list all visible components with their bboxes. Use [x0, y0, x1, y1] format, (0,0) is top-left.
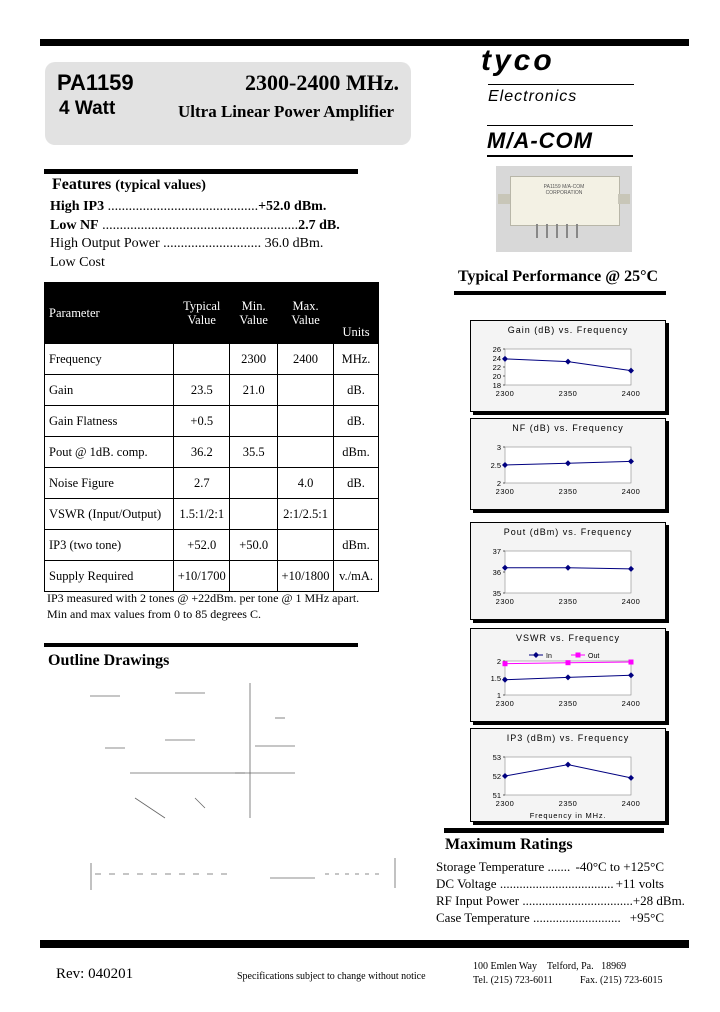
table-cell: 1.5:1/2:1: [174, 499, 230, 530]
table-notes: [47, 590, 359, 622]
table-header-row: [45, 283, 379, 344]
table-cell: 2400: [278, 344, 334, 375]
x-tick-label: 2350: [558, 799, 578, 808]
data-point: [629, 660, 634, 665]
chart-svg: [471, 629, 665, 721]
y-tick-label: 35: [492, 589, 501, 598]
y-tick-label: 24: [492, 354, 501, 363]
data-point: [503, 661, 508, 666]
table-cell: [230, 406, 278, 437]
table-cell: 2:1/2.5:1: [278, 499, 334, 530]
table-cell: 21.0: [230, 375, 278, 406]
plot-area: [505, 349, 631, 385]
y-tick-label: 51: [492, 791, 501, 800]
x-axis-label: Frequency in MHz.: [529, 811, 607, 820]
chart-svg: [471, 523, 665, 619]
company-fax: Fax. (215) 723-6015: [580, 975, 663, 986]
x-tick-label: 2350: [558, 699, 578, 708]
table-row: [45, 561, 379, 592]
ip3-chart: [470, 728, 666, 822]
feature-item: High Output Power ............................ 36.0 dBm.: [50, 236, 324, 251]
table-cell: dB.: [334, 468, 379, 499]
x-tick-label: 2400: [621, 699, 641, 708]
logo-rule: [488, 84, 634, 85]
x-tick-label: 2300: [495, 597, 515, 606]
table-cell: [278, 406, 334, 437]
features-list: [50, 198, 350, 272]
table-row: [45, 468, 379, 499]
x-tick-label: 2300: [495, 487, 515, 496]
chart-svg: [471, 321, 665, 411]
table-cell: v./mA.: [334, 561, 379, 592]
x-tick-label: 2400: [621, 487, 641, 496]
table-cell: [334, 499, 379, 530]
table-cell: [174, 344, 230, 375]
outline-rule: [44, 643, 358, 647]
table-cell: 35.5: [230, 437, 278, 468]
outline-drawing: [85, 678, 405, 898]
company-phone: Tel. (215) 723-6011: [473, 975, 553, 986]
performance-rule: [454, 291, 666, 295]
rating-item: Case Temperature ........................... +95°C: [436, 910, 664, 925]
table-cell: [230, 468, 278, 499]
chart-title: Gain (dB) vs. Frequency: [507, 325, 629, 335]
plot-area: [505, 551, 631, 593]
table-cell: Gain Flatness: [45, 406, 174, 437]
macom-logo: M/A-COM: [487, 128, 593, 153]
device-tab-right: [618, 194, 630, 204]
table-cell: +52.0: [174, 530, 230, 561]
table-cell: Frequency: [45, 344, 174, 375]
table-row: [45, 375, 379, 406]
table-cell: 23.5: [174, 375, 230, 406]
table-cell: +10/1800: [278, 561, 334, 592]
feature-item: Low Cost: [50, 254, 105, 270]
col-header: Max. Value: [278, 283, 334, 344]
gain-chart: [470, 320, 666, 412]
table-cell: +50.0: [230, 530, 278, 561]
table-cell: [278, 530, 334, 561]
table-cell: 36.2: [174, 437, 230, 468]
x-tick-label: 2400: [621, 799, 641, 808]
chart-title: IP3 (dBm) vs. Frequency: [506, 733, 630, 743]
pout-chart: [470, 522, 666, 620]
table-cell: 2300: [230, 344, 278, 375]
table-cell: dBm.: [334, 530, 379, 561]
y-tick-label: 26: [492, 345, 501, 354]
ratings-rule: [444, 828, 664, 833]
table-cell: Noise Figure: [45, 468, 174, 499]
table-cell: +10/1700: [174, 561, 230, 592]
rating-item: DC Voltage ................................... +11 volts: [436, 876, 664, 891]
table-row: [45, 344, 379, 375]
feature-item: High IP3 ...........................................+52.0 dBm.: [50, 199, 327, 214]
col-header: Min. Value: [230, 283, 278, 344]
table-cell: [230, 499, 278, 530]
y-tick-label: 2.5: [490, 461, 501, 470]
y-tick-label: 52: [492, 772, 501, 781]
outline-heading: Outline Drawings: [48, 652, 170, 669]
table-cell: VSWR (Input/Output): [45, 499, 174, 530]
table-cell: [278, 375, 334, 406]
table-cell: dB.: [334, 406, 379, 437]
logo-rule-3: [487, 155, 633, 157]
disclaimer: Specifications subject to change without notice: [237, 971, 426, 982]
table-cell: 2.7: [174, 468, 230, 499]
power-rating: 4 Watt: [59, 98, 116, 119]
legend-marker: [576, 653, 581, 658]
x-tick-label: 2400: [621, 389, 641, 398]
table-cell: IP3 (two tone): [45, 530, 174, 561]
top-rule: [40, 39, 689, 46]
ratings-heading: Maximum Ratings: [445, 836, 573, 853]
col-header: Typical Value: [174, 283, 230, 344]
x-tick-label: 2350: [558, 487, 578, 496]
y-tick-label: 1.5: [490, 674, 501, 683]
y-tick-label: 22: [492, 363, 501, 372]
table-cell: [230, 561, 278, 592]
table-cell: dB.: [334, 375, 379, 406]
y-tick-label: 53: [492, 753, 501, 762]
company-address: 100 Emlen Way Telford, Pa. 18969: [473, 961, 627, 972]
y-tick-label: 2: [496, 657, 501, 666]
y-tick-label: 37: [492, 547, 501, 556]
table-cell: Gain: [45, 375, 174, 406]
x-tick-label: 2350: [558, 389, 578, 398]
chart-title: Pout (dBm) vs. Frequency: [503, 527, 633, 537]
revision: Rev: 040201: [56, 966, 134, 982]
table-cell: Supply Required: [45, 561, 174, 592]
features-note: (typical values): [115, 178, 206, 193]
tyco-logo: tyco: [481, 44, 555, 77]
table-row: [45, 499, 379, 530]
y-tick-label: 36: [492, 568, 501, 577]
device-label: PA1159 M/A-COM CORPORATION: [543, 184, 585, 196]
features-heading: [52, 176, 206, 194]
col-header: Units: [334, 283, 379, 344]
performance-heading: Typical Performance @ 25°C: [458, 268, 659, 285]
product-photo: [496, 166, 632, 252]
features-title: Features: [52, 176, 112, 193]
vswr-chart: [470, 628, 666, 722]
chart-title: VSWR vs. Frequency: [515, 633, 621, 643]
data-point: [566, 660, 571, 665]
legend-marker: [533, 652, 539, 658]
y-tick-label: 18: [492, 381, 501, 390]
y-tick-label: 3: [496, 443, 501, 452]
part-number: PA1159: [57, 70, 134, 95]
chart-svg: [471, 419, 665, 509]
electronics-logo: Electronics: [488, 88, 578, 105]
legend-label: Out: [588, 653, 600, 660]
x-tick-label: 2300: [495, 389, 515, 398]
bottom-rule: [40, 940, 689, 948]
table-cell: 4.0: [278, 468, 334, 499]
ratings-list: [436, 858, 685, 926]
table-cell: +0.5: [174, 406, 230, 437]
chart-svg: [471, 729, 665, 821]
features-rule: [44, 169, 358, 174]
table-cell: [278, 437, 334, 468]
logo-rule-2: [487, 125, 633, 126]
col-header: Parameter: [45, 283, 174, 344]
rating-item: Storage Temperature ....... -40°C to +125°C: [436, 859, 664, 874]
rating-item: RF Input Power .................................. +28 dBm.: [436, 893, 685, 908]
specs-table: [44, 282, 379, 592]
device-tab-left: [498, 194, 510, 204]
product-description: Ultra Linear Power Amplifier: [178, 102, 395, 121]
feature-item: Low NF ........................................................2.7 dB.: [50, 217, 340, 233]
table-cell: Pout @ 1dB. comp.: [45, 437, 174, 468]
legend-label: In: [546, 653, 552, 660]
table-row: [45, 406, 379, 437]
device-pins: [536, 224, 586, 238]
x-tick-label: 2350: [558, 597, 578, 606]
table-row: [45, 530, 379, 561]
table-row: [45, 437, 379, 468]
table-note: Min and max values from 0 to 85 degrees C.: [47, 607, 261, 621]
x-tick-label: 2300: [495, 699, 515, 708]
x-tick-label: 2300: [495, 799, 515, 808]
x-tick-label: 2400: [621, 597, 641, 606]
table-note: IP3 measured with 2 tones @ +22dBm. per tone @ 1 MHz apart.: [47, 591, 360, 605]
chart-title: NF (dB) vs. Frequency: [512, 423, 624, 433]
y-tick-label: 1: [496, 691, 501, 700]
table-cell: dBm.: [334, 437, 379, 468]
table-cell: MHz.: [334, 344, 379, 375]
y-tick-label: 20: [492, 372, 501, 381]
nf-chart: [470, 418, 666, 510]
y-tick-label: 2: [496, 479, 501, 488]
drawing-lines: [90, 683, 395, 890]
frequency-range: 2300-2400 MHz.: [245, 70, 399, 95]
